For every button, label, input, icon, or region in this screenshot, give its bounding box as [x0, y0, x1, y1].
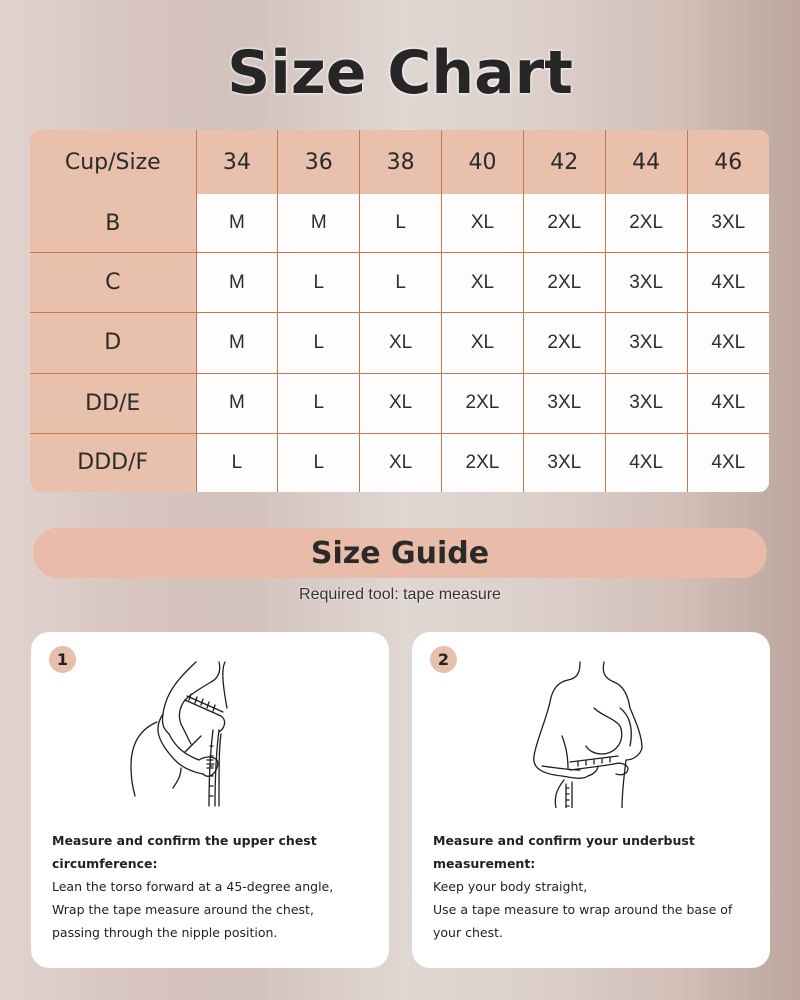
step-1-text: [52, 829, 382, 944]
table-row: [30, 313, 769, 373]
table-row: [30, 253, 769, 313]
size-cell: 3XL: [605, 373, 687, 433]
size-cell: L: [278, 313, 360, 373]
step-card-1: [31, 632, 389, 968]
band-size-header: 38: [360, 130, 442, 194]
size-cell: 2XL: [523, 253, 605, 313]
size-cell: 3XL: [605, 313, 687, 373]
upper-chest-measure-illustration: [121, 656, 301, 808]
size-cell: XL: [442, 253, 524, 313]
step-card-2: [412, 632, 770, 968]
size-cell: M: [196, 253, 278, 313]
step-line: passing through the nipple position.: [52, 925, 278, 940]
size-cell: M: [196, 194, 278, 253]
cup-label: C: [30, 253, 196, 313]
size-guide-subtitle: Required tool: tape measure: [299, 586, 501, 603]
size-guide-title: Size Guide: [310, 535, 490, 571]
size-cell: L: [360, 253, 442, 313]
size-cell: 3XL: [687, 194, 769, 253]
band-size-header: 40: [442, 130, 524, 194]
size-cell: 4XL: [687, 373, 769, 433]
page-title: Size Chart: [227, 38, 573, 108]
table-row: [30, 194, 769, 253]
cup-label: DD/E: [30, 373, 196, 433]
size-cell: 4XL: [687, 253, 769, 313]
size-cell: XL: [442, 194, 524, 253]
size-cell: 2XL: [523, 194, 605, 253]
band-size-header: 36: [278, 130, 360, 194]
band-size-header: 34: [196, 130, 278, 194]
size-cell: XL: [360, 373, 442, 433]
size-cell: XL: [360, 313, 442, 373]
size-cell: M: [278, 194, 360, 253]
table-row: [30, 433, 769, 492]
size-cell: 3XL: [523, 433, 605, 492]
table-row: [30, 373, 769, 433]
size-cell: 2XL: [523, 313, 605, 373]
band-size-header: 42: [523, 130, 605, 194]
size-cell: L: [360, 194, 442, 253]
size-cell: M: [196, 313, 278, 373]
size-cell: 4XL: [687, 313, 769, 373]
size-cell: 3XL: [605, 253, 687, 313]
band-size-header: 46: [687, 130, 769, 194]
step-heading: Measure and confirm your underbust measurement:: [433, 833, 695, 871]
size-cell: 4XL: [687, 433, 769, 492]
step-line: Keep your body straight,: [433, 879, 588, 894]
table-header-row: [30, 130, 769, 194]
step-number-badge: 2: [430, 646, 457, 673]
size-cell: 2XL: [442, 433, 524, 492]
band-size-header: 44: [605, 130, 687, 194]
underbust-measure-illustration: [502, 656, 682, 808]
size-cell: L: [278, 433, 360, 492]
corner-header: Cup/Size: [30, 130, 196, 194]
size-cell: 4XL: [605, 433, 687, 492]
size-cell: L: [278, 373, 360, 433]
step-heading: Measure and confirm the upper chest circumference:: [52, 833, 317, 871]
step-2-text: [433, 829, 763, 944]
cup-label: D: [30, 313, 196, 373]
size-cell: M: [196, 373, 278, 433]
cup-label: DDD/F: [30, 433, 196, 492]
size-guide-banner: [33, 528, 767, 578]
size-cell: 2XL: [605, 194, 687, 253]
size-cell: XL: [442, 313, 524, 373]
step-line: Use a tape measure to wrap around the base of your chest.: [433, 902, 733, 940]
size-chart-table: [30, 130, 769, 492]
size-cell: 2XL: [442, 373, 524, 433]
step-number-badge: 1: [49, 646, 76, 673]
step-line: Lean the torso forward at a 45-degree angle,: [52, 879, 334, 894]
size-cell: 3XL: [523, 373, 605, 433]
size-cell: XL: [360, 433, 442, 492]
size-cell: L: [278, 253, 360, 313]
size-cell: L: [196, 433, 278, 492]
step-line: Wrap the tape measure around the chest,: [52, 902, 314, 917]
cup-label: B: [30, 194, 196, 253]
